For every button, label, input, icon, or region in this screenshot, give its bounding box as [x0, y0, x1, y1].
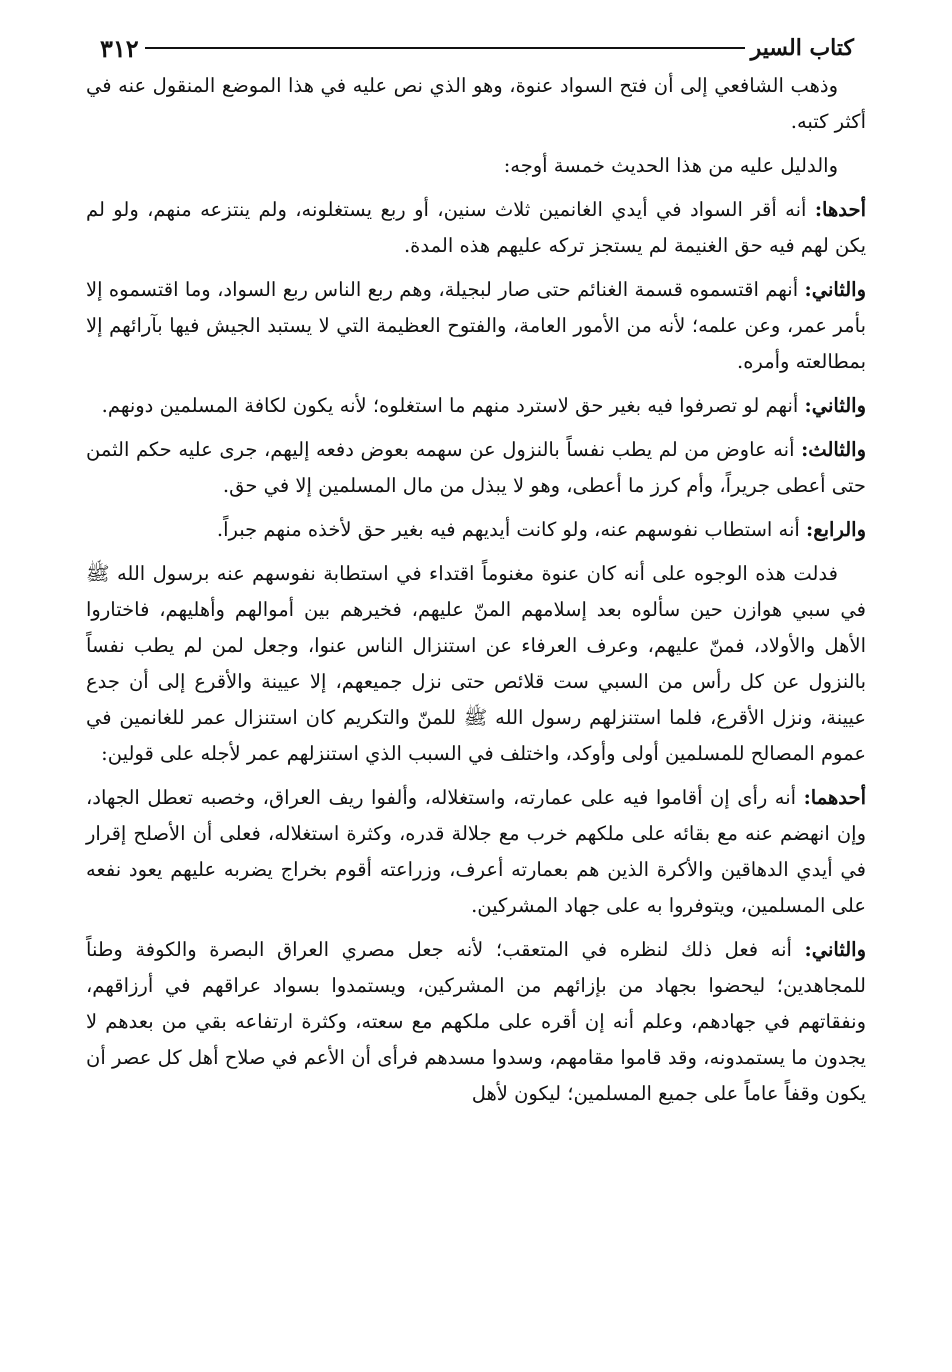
- paragraph-text: أنهم اقتسموه قسمة الغنائم حتى صار لبجيلة، وهم ربع الناس ربع السواد، وما اقتسموه إلا بأمر عمر، وعن علمه؛ لأنه من الأمور العامة، والفتوح العظيمة التي لا يستبد الجيش فيها بآرائهم إلا بمطالعته وأمره.: [86, 278, 866, 373]
- page-number: ٣١٢: [100, 33, 139, 63]
- paragraph: [86, 388, 866, 424]
- paragraph-text: والدليل عليه من هذا الحديث خمسة أوجه:: [503, 154, 838, 177]
- paragraph: [86, 780, 866, 924]
- paragraph: [86, 556, 866, 772]
- paragraph: [86, 272, 866, 380]
- paragraph: [86, 68, 866, 140]
- page-header: [86, 28, 866, 68]
- paragraph-text: فدلت هذه الوجوه على أنه كان عنوة مغنوماً اقتداء في استطابة نفوسهم عنه برسول الله ﷺ في سبي هوازن حين سألوه بعد إسلامهم المنّ عليهم، فخيرهم بين أموالهم وأهليهم، فاختاروا الأهل والأولاد، فمنّ عليهم، وعرف العرفاء عن استنزال الناس عنوا، وجعل لمن لم يطب نفساً بالنزول عن كل رأس من السبي ست قلائص حتى نزل جميعهم، إلا عيينة والأقرع إلى أن جدع عيينة، ونزل الأقرع، فلما استنزلهم رسول الله ﷺ للمنّ والتكريم كان استنزال عمر للغانمين في عموم المصالح للمسلمين أولى وأوكد، واختلف في السبب الذي استنزلهم عمر لأجله على قولين:: [86, 562, 866, 765]
- paragraph-lead: أحدها:: [814, 198, 866, 221]
- paragraph-text: أنه عاوض من لم يطب نفساً بالنزول عن سهمه بعوض دفعه إليهم، جرى عليه حكم الثمن حتى أعطى جريراً، وأم كرز ما أعطى، وهو لا يبذل من مال المسلمين إلا في حق.: [86, 438, 866, 497]
- paragraph: [86, 432, 866, 504]
- paragraph-text: أنه فعل ذلك لنظره في المتعقب؛ لأنه جعل مصري العراق البصرة والكوفة وطناً للمجاهدين؛ ليحضوا بجهاد من بإزائهم من المشركين، ويستمدوا بسواد عراقهم في أرزاقهم، ونفقاتهم في جهادهم، وعلم أنه إن أقره على ملكهم مع سعته، وكثرة ارتفاعه بقي من بعدهم لا يجدون ما يستمدونه، وقد قاموا مقامهم، وسدوا مسدهم فرأى أن الأعم في صلاح أهل كل عصر أن يكون وقفاً عاماً على جميع المسلمين؛ ليكون لأهل: [86, 938, 866, 1105]
- page-body: [86, 68, 866, 1112]
- paragraph-text: أنه رأى إن أقاموا فيه على عمارته، واستغلاله، وألفوا ريف العراق، وخصبه تعطل الجهاد، وإن انهضم عنه مع بقائه على ملكهم خرب مع جلالة قدره، وكثرة استغلاله، فعلى أن الأصلح إقرار في أيدي الدهاقين والأكرة الذين هم بعمارته أعرف، وزراعته أقوم بخراج يضربه عليهم يعود نفعه على المسلمين، ويتوفروا به على جهاد المشركين.: [86, 786, 866, 917]
- paragraph-text: أنه أقر السواد في أيدي الغانمين ثلاث سنين، أو ربع يستغلونه، ولم ينتزعه منهم، ولو لم يكن لهم فيه حق الغنيمة لم يستجز تركه عليهم هذه المدة.: [86, 198, 866, 257]
- paragraph-lead: والثالث:: [801, 438, 866, 461]
- paragraph-text: وذهب الشافعي إلى أن فتح السواد عنوة، وهو الذي نص عليه في هذا الموضع المنقول عنه في أكثر كتبه.: [86, 74, 866, 133]
- paragraph-lead: والرابع:: [806, 518, 866, 541]
- paragraph: [86, 148, 866, 184]
- paragraph-lead: والثاني:: [804, 278, 866, 301]
- paragraph-text: أنه استطاب نفوسهم عنه، ولو كانت أيديهم فيه بغير حق لأخذه منهم جبراً.: [216, 518, 807, 541]
- paragraph: [86, 192, 866, 264]
- paragraph-lead: والثاني:: [804, 938, 866, 961]
- book-title: كتاب السير: [750, 35, 854, 61]
- paragraph-lead: أحدهما:: [803, 786, 866, 809]
- paragraph: [86, 512, 866, 548]
- header-rule: [145, 47, 745, 49]
- paragraph-lead: والثاني:: [804, 394, 866, 417]
- paragraph: [86, 932, 866, 1112]
- book-page: [86, 28, 866, 1358]
- paragraph-text: أنهم لو تصرفوا فيه بغير حق لاسترد منهم ما استغلوه؛ لأنه يكون لكافة المسلمين دونهم.: [101, 394, 805, 417]
